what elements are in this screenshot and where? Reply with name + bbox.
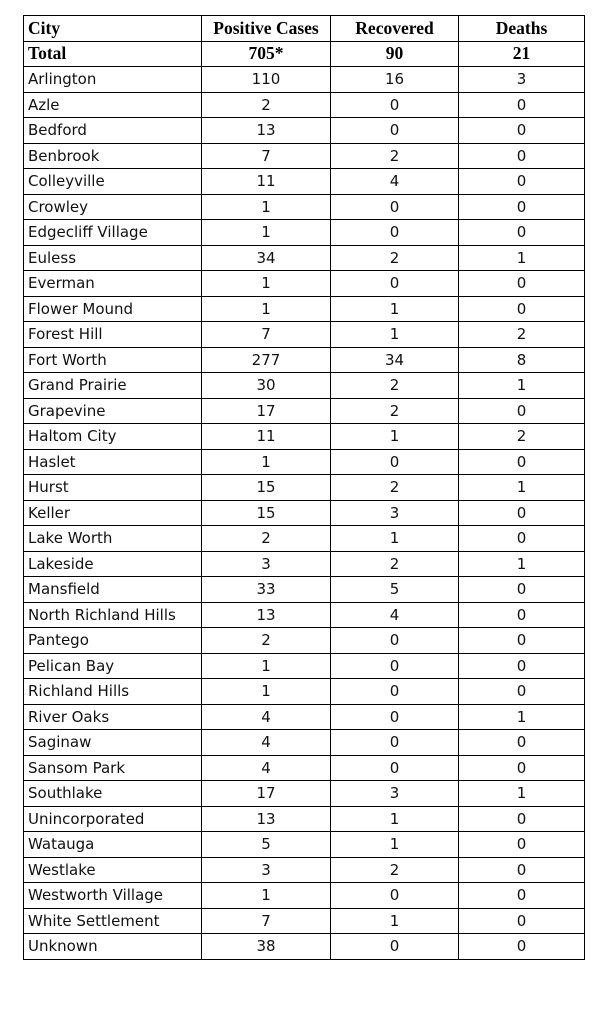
deaths-cell: 0	[459, 679, 585, 705]
recovered-cell: 1	[331, 806, 459, 832]
deaths-cell: 0	[459, 296, 585, 322]
table-row	[24, 628, 585, 654]
positive-cases-cell: 3	[202, 551, 331, 577]
deaths-cell: 0	[459, 577, 585, 603]
deaths-cell: 0	[459, 908, 585, 934]
header-deaths: Deaths	[459, 16, 585, 42]
total-recovered: 90	[331, 41, 459, 67]
table-row	[24, 398, 585, 424]
deaths-cell: 1	[459, 245, 585, 271]
positive-cases-cell: 1	[202, 883, 331, 909]
recovered-cell: 0	[331, 118, 459, 144]
table-row	[24, 806, 585, 832]
positive-cases-cell: 1	[202, 449, 331, 475]
city-cell: Richland Hills	[24, 679, 202, 705]
positive-cases-cell: 11	[202, 169, 331, 195]
deaths-cell: 0	[459, 398, 585, 424]
positive-cases-cell: 1	[202, 296, 331, 322]
table-row	[24, 730, 585, 756]
table-row	[24, 347, 585, 373]
recovered-cell: 0	[331, 449, 459, 475]
deaths-cell: 2	[459, 322, 585, 348]
table-row	[24, 832, 585, 858]
city-cell: Forest Hill	[24, 322, 202, 348]
deaths-cell: 1	[459, 475, 585, 501]
deaths-cell: 1	[459, 704, 585, 730]
table-row	[24, 194, 585, 220]
header-positive-cases: Positive Cases	[202, 16, 331, 42]
positive-cases-cell: 1	[202, 194, 331, 220]
table-row	[24, 424, 585, 450]
city-cell: River Oaks	[24, 704, 202, 730]
positive-cases-cell: 4	[202, 730, 331, 756]
table-row	[24, 704, 585, 730]
table-row	[24, 169, 585, 195]
recovered-cell: 0	[331, 730, 459, 756]
city-cell: Unincorporated	[24, 806, 202, 832]
deaths-cell: 0	[459, 755, 585, 781]
deaths-cell: 1	[459, 551, 585, 577]
deaths-cell: 0	[459, 194, 585, 220]
deaths-cell: 0	[459, 934, 585, 960]
recovered-cell: 4	[331, 169, 459, 195]
table-row	[24, 449, 585, 475]
cases-by-city-table	[23, 15, 585, 960]
recovered-cell: 2	[331, 245, 459, 271]
city-cell: Pelican Bay	[24, 653, 202, 679]
city-cell: Crowley	[24, 194, 202, 220]
recovered-cell: 2	[331, 373, 459, 399]
total-label: Total	[24, 41, 202, 67]
table-row	[24, 551, 585, 577]
table-row	[24, 67, 585, 93]
positive-cases-cell: 1	[202, 220, 331, 246]
table-row	[24, 220, 585, 246]
header-row	[24, 16, 585, 42]
recovered-cell: 16	[331, 67, 459, 93]
table-row	[24, 143, 585, 169]
positive-cases-cell: 2	[202, 92, 331, 118]
positive-cases-cell: 15	[202, 500, 331, 526]
deaths-cell: 0	[459, 857, 585, 883]
recovered-cell: 0	[331, 934, 459, 960]
positive-cases-cell: 13	[202, 602, 331, 628]
city-cell: Unknown	[24, 934, 202, 960]
recovered-cell: 0	[331, 653, 459, 679]
table-row	[24, 118, 585, 144]
table-row	[24, 92, 585, 118]
deaths-cell: 0	[459, 449, 585, 475]
city-cell: Benbrook	[24, 143, 202, 169]
recovered-cell: 1	[331, 908, 459, 934]
positive-cases-cell: 4	[202, 704, 331, 730]
recovered-cell: 2	[331, 857, 459, 883]
city-cell: Flower Mound	[24, 296, 202, 322]
deaths-cell: 1	[459, 781, 585, 807]
positive-cases-cell: 7	[202, 322, 331, 348]
deaths-cell: 2	[459, 424, 585, 450]
positive-cases-cell: 17	[202, 781, 331, 807]
city-cell: Pantego	[24, 628, 202, 654]
positive-cases-cell: 38	[202, 934, 331, 960]
city-cell: Haltom City	[24, 424, 202, 450]
positive-cases-cell: 30	[202, 373, 331, 399]
table-row	[24, 526, 585, 552]
city-cell: Southlake	[24, 781, 202, 807]
city-cell: Everman	[24, 271, 202, 297]
table-row	[24, 653, 585, 679]
total-deaths: 21	[459, 41, 585, 67]
deaths-cell: 0	[459, 220, 585, 246]
table-row	[24, 373, 585, 399]
table-row	[24, 679, 585, 705]
recovered-cell: 1	[331, 526, 459, 552]
recovered-cell: 0	[331, 92, 459, 118]
table-row	[24, 322, 585, 348]
recovered-cell: 3	[331, 500, 459, 526]
positive-cases-cell: 17	[202, 398, 331, 424]
positive-cases-cell: 7	[202, 908, 331, 934]
city-cell: Grand Prairie	[24, 373, 202, 399]
recovered-cell: 0	[331, 194, 459, 220]
recovered-cell: 1	[331, 424, 459, 450]
city-cell: Mansfield	[24, 577, 202, 603]
city-cell: Haslet	[24, 449, 202, 475]
header-recovered: Recovered	[331, 16, 459, 42]
table-row	[24, 934, 585, 960]
deaths-cell: 0	[459, 271, 585, 297]
positive-cases-cell: 15	[202, 475, 331, 501]
city-cell: Westlake	[24, 857, 202, 883]
table-row	[24, 883, 585, 909]
recovered-cell: 0	[331, 220, 459, 246]
deaths-cell: 0	[459, 883, 585, 909]
recovered-cell: 3	[331, 781, 459, 807]
city-cell: Edgecliff Village	[24, 220, 202, 246]
positive-cases-cell: 110	[202, 67, 331, 93]
city-cell: Azle	[24, 92, 202, 118]
deaths-cell: 8	[459, 347, 585, 373]
positive-cases-cell: 13	[202, 118, 331, 144]
deaths-cell: 0	[459, 143, 585, 169]
table-row	[24, 271, 585, 297]
recovered-cell: 1	[331, 832, 459, 858]
deaths-cell: 0	[459, 92, 585, 118]
deaths-cell: 0	[459, 628, 585, 654]
city-cell: White Settlement	[24, 908, 202, 934]
deaths-cell: 0	[459, 730, 585, 756]
recovered-cell: 0	[331, 883, 459, 909]
recovered-cell: 0	[331, 628, 459, 654]
positive-cases-cell: 11	[202, 424, 331, 450]
positive-cases-cell: 1	[202, 653, 331, 679]
city-cell: North Richland Hills	[24, 602, 202, 628]
positive-cases-cell: 33	[202, 577, 331, 603]
recovered-cell: 0	[331, 755, 459, 781]
city-cell: Saginaw	[24, 730, 202, 756]
deaths-cell: 0	[459, 118, 585, 144]
city-cell: Bedford	[24, 118, 202, 144]
city-cell: Euless	[24, 245, 202, 271]
city-cell: Hurst	[24, 475, 202, 501]
table-row	[24, 781, 585, 807]
recovered-cell: 4	[331, 602, 459, 628]
table-row	[24, 857, 585, 883]
total-row	[24, 41, 585, 67]
table-row	[24, 908, 585, 934]
header-city: City	[24, 16, 202, 42]
deaths-cell: 0	[459, 832, 585, 858]
recovered-cell: 2	[331, 475, 459, 501]
positive-cases-cell: 7	[202, 143, 331, 169]
total-positive-cases: 705*	[202, 41, 331, 67]
deaths-cell: 0	[459, 806, 585, 832]
recovered-cell: 0	[331, 704, 459, 730]
city-cell: Arlington	[24, 67, 202, 93]
positive-cases-cell: 277	[202, 347, 331, 373]
table-row	[24, 755, 585, 781]
deaths-cell: 0	[459, 500, 585, 526]
city-cell: Fort Worth	[24, 347, 202, 373]
recovered-cell: 1	[331, 322, 459, 348]
city-cell: Keller	[24, 500, 202, 526]
table-row	[24, 577, 585, 603]
deaths-cell: 0	[459, 526, 585, 552]
table-row	[24, 475, 585, 501]
positive-cases-cell: 1	[202, 271, 331, 297]
positive-cases-cell: 2	[202, 526, 331, 552]
city-cell: Westworth Village	[24, 883, 202, 909]
recovered-cell: 34	[331, 347, 459, 373]
positive-cases-cell: 1	[202, 679, 331, 705]
city-cell: Sansom Park	[24, 755, 202, 781]
table-row	[24, 296, 585, 322]
table-row	[24, 602, 585, 628]
deaths-cell: 0	[459, 602, 585, 628]
table-row	[24, 245, 585, 271]
positive-cases-cell: 5	[202, 832, 331, 858]
positive-cases-cell: 34	[202, 245, 331, 271]
city-cell: Colleyville	[24, 169, 202, 195]
table-row	[24, 500, 585, 526]
city-cell: Grapevine	[24, 398, 202, 424]
deaths-cell: 0	[459, 653, 585, 679]
deaths-cell: 3	[459, 67, 585, 93]
recovered-cell: 1	[331, 296, 459, 322]
positive-cases-cell: 3	[202, 857, 331, 883]
city-cell: Lake Worth	[24, 526, 202, 552]
recovered-cell: 0	[331, 271, 459, 297]
deaths-cell: 1	[459, 373, 585, 399]
recovered-cell: 2	[331, 143, 459, 169]
recovered-cell: 5	[331, 577, 459, 603]
recovered-cell: 2	[331, 551, 459, 577]
positive-cases-cell: 4	[202, 755, 331, 781]
deaths-cell: 0	[459, 169, 585, 195]
city-cell: Watauga	[24, 832, 202, 858]
positive-cases-cell: 13	[202, 806, 331, 832]
recovered-cell: 2	[331, 398, 459, 424]
city-cell: Lakeside	[24, 551, 202, 577]
recovered-cell: 0	[331, 679, 459, 705]
positive-cases-cell: 2	[202, 628, 331, 654]
